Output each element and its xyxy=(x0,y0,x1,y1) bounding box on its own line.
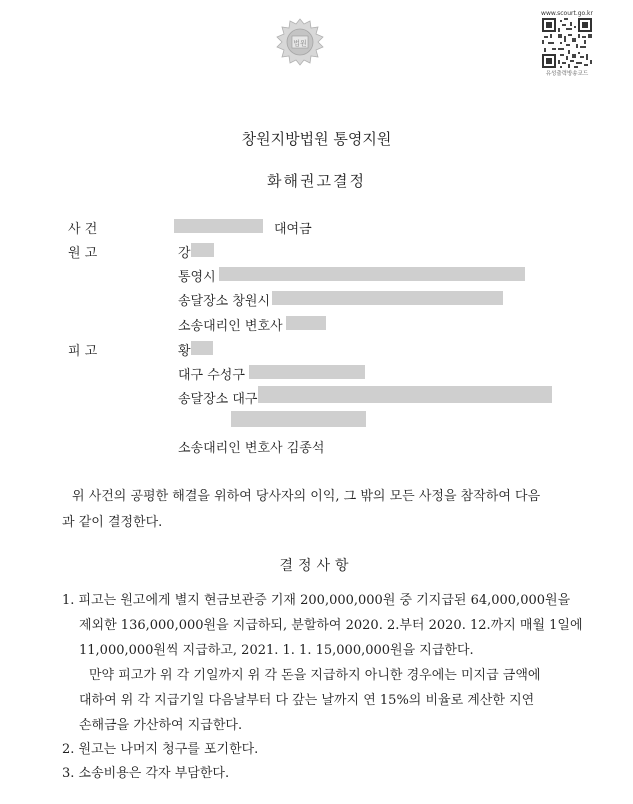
defendant-name: 황 xyxy=(178,344,191,359)
svg-text:법원: 법원 xyxy=(293,39,307,48)
defendant-agent: 소송대리인 변호사 김종석 xyxy=(178,441,325,456)
defendant-label: 피 고 xyxy=(68,344,98,359)
plaintiff-name: 강 xyxy=(178,246,191,261)
intro-line-2: 과 같이 결정한다. xyxy=(62,515,163,530)
court-name: 창원지방법원 통영지원 xyxy=(241,130,392,148)
decision-item-1-line-2: 제외한 136,000,000원을 지급하되, 분할하여 2020. 2.부터 2020. 12.까지 매월 1일에 xyxy=(79,618,583,633)
decision-item-1-line-1: 1. 피고는 원고에게 별지 현금보관증 기재 200,000,000원 중 기지급된 64,000,000원을 xyxy=(62,593,571,608)
defendant-address: 대구 수성구 xyxy=(178,368,245,383)
redacted-plaintiff-service-address xyxy=(272,291,503,305)
plaintiff-label: 원 고 xyxy=(68,246,98,261)
redacted-defendant-address xyxy=(249,365,365,379)
case-label: 사 건 xyxy=(68,222,98,237)
redacted-plaintiff-name xyxy=(191,243,214,257)
decision-item-1-line-5: 대하여 위 각 지급기일 다음날부터 다 갚는 날까지 연 15%의 비율로 계산한 지연 xyxy=(79,693,535,708)
redacted-defendant-name xyxy=(191,341,213,355)
qr-code-icon xyxy=(542,18,592,68)
qr-label: 유성출력방송코드 xyxy=(545,71,589,77)
case-name: 대여금 xyxy=(274,222,312,237)
plaintiff-service-address: 송달장소 창원시 xyxy=(178,294,271,309)
plaintiff-agent: 소송대리인 변호사 xyxy=(178,319,283,334)
intro-line-1: 위 사건의 공평한 해결을 위하여 당사자의 이익, 그 밖의 모든 사정을 참작하여 다음 xyxy=(72,489,541,504)
qr-block xyxy=(538,10,596,77)
decision-item-1-line-3: 11,000,000원씩 지급하고, 2021. 1. 1. 15,000,000원을 지급한다. xyxy=(79,643,474,658)
decision-title: 결정사항 xyxy=(279,558,354,574)
decision-item-1-line-4: 만약 피고가 위 각 기일까지 위 각 돈을 지급하지 아니한 경우에는 미지급 금액에 xyxy=(89,668,541,683)
document-title: 화해권고결정 xyxy=(267,172,366,190)
decision-item-1-line-6: 손해금을 가산하여 지급한다. xyxy=(79,718,243,733)
redacted-plaintiff-agent xyxy=(286,316,326,330)
redacted-defendant-service-address xyxy=(258,386,552,403)
redacted-case-number xyxy=(174,219,263,233)
plaintiff-address: 통영시 xyxy=(178,270,216,285)
defendant-service-address: 송달장소 대구 xyxy=(178,392,258,407)
court-emblem-icon xyxy=(276,18,324,66)
qr-url: www.scourt.go.kr xyxy=(541,10,593,17)
decision-item-3: 3. 소송비용은 각자 부담한다. xyxy=(62,766,230,781)
redacted-defendant-service-address-line2 xyxy=(231,411,366,427)
decision-item-2: 2. 원고는 나머지 청구를 포기한다. xyxy=(62,742,259,757)
redacted-plaintiff-address xyxy=(219,267,525,281)
